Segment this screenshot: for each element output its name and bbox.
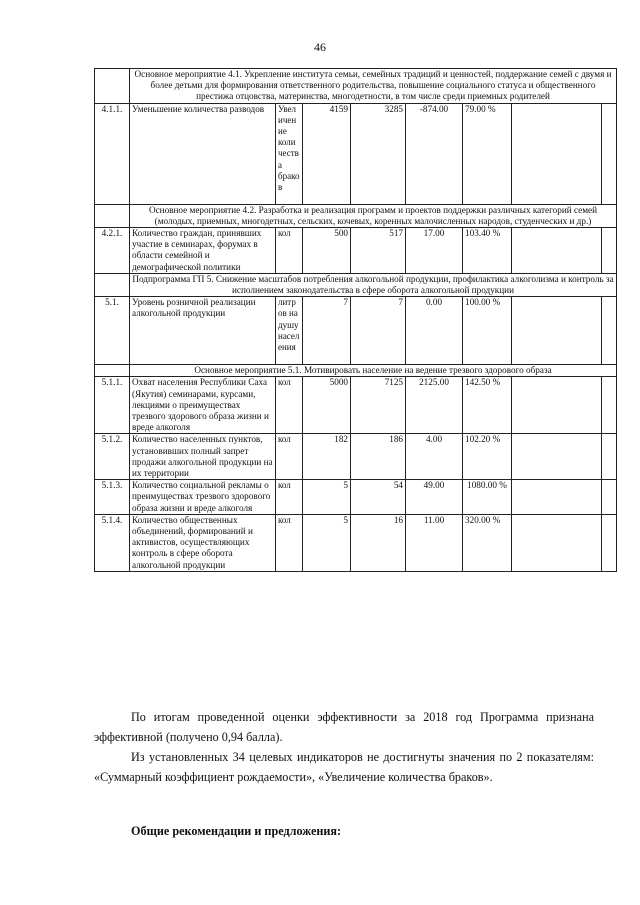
evaluation-text: По итогам проведенной оценки эффективности за 2018 год Программа признана эффективной (получено 0,94 балла). bbox=[94, 710, 594, 744]
unit-cell bbox=[276, 297, 303, 365]
percent-value: 100.00 % bbox=[463, 297, 512, 365]
percent-value: 103.40 % bbox=[463, 228, 512, 274]
row-number: 5.1.4. bbox=[95, 514, 130, 571]
row-number: 5.1.1. bbox=[95, 377, 130, 434]
unit-text: Увеличение количества браков bbox=[278, 103, 300, 193]
row-number: 4.2.1. bbox=[95, 228, 130, 274]
percent-value: 102.20 % bbox=[463, 434, 512, 480]
unit-text: кол bbox=[276, 377, 303, 434]
plan-value: 7 bbox=[303, 297, 351, 365]
plan-value: 5000 bbox=[303, 377, 351, 434]
row-number: 5.1.3. bbox=[95, 480, 130, 515]
indicator-name: Количество общественных объединений, формирований и активистов, осуществляющих контроль в сфере оборота алкогольной продукции bbox=[130, 514, 276, 571]
fact-value: 517 bbox=[351, 228, 406, 274]
diff-value: 4.00 bbox=[406, 434, 463, 480]
diff-value: 0.00 bbox=[406, 297, 463, 365]
row-number: 5.1. bbox=[95, 297, 130, 365]
section-title: Подпрограмма ГП 5. Снижение масштабов потребления алкогольной продукции, профилактика алкоголизма и контроль за исполнением законодательства в сфере оборота алкогольной продукции bbox=[130, 273, 617, 296]
fact-value: 7125 bbox=[351, 377, 406, 434]
indicators-text: Из установленных 34 целевых индикаторов не достигнуты значения по 2 показателям: «Суммарный коэффициент рождаемости», «Увеличение количества браков». bbox=[94, 750, 594, 784]
percent-value: 1080.00 % bbox=[463, 480, 512, 515]
diff-value: 49.00 bbox=[406, 480, 463, 515]
fact-value: 7 bbox=[351, 297, 406, 365]
indicators-table bbox=[94, 68, 617, 572]
indicator-name: Количество социальной рекламы о преимуществах трезвого здорового образа жизни и вреде алкоголя bbox=[130, 480, 276, 515]
diff-value: -874.00 bbox=[406, 103, 463, 204]
table-row bbox=[95, 377, 617, 434]
evaluation-paragraph bbox=[94, 707, 594, 747]
plan-value: 5 bbox=[303, 480, 351, 515]
table-row bbox=[95, 514, 617, 571]
percent-value: 142.50 % bbox=[463, 377, 512, 434]
section-row bbox=[95, 273, 617, 296]
percent-value: 79.00 % bbox=[463, 103, 512, 204]
fact-value: 16 bbox=[351, 514, 406, 571]
unit-cell bbox=[276, 103, 303, 204]
unit-text: кол bbox=[276, 434, 303, 480]
fact-value: 186 bbox=[351, 434, 406, 480]
diff-value: 11.00 bbox=[406, 514, 463, 571]
section-row bbox=[95, 365, 617, 377]
section-title: Основное мероприятие 5.1. Мотивировать население на ведение трезвого здорового образа bbox=[130, 365, 617, 377]
indicator-name: Количество граждан, принявших участие в семинарах, форумах в области семейной и демографической политики bbox=[130, 228, 276, 274]
section-row bbox=[95, 204, 617, 227]
plan-value: 500 bbox=[303, 228, 351, 274]
indicator-name: Уровень розничной реализации алкогольной продукции bbox=[130, 297, 276, 365]
section-title: Основное мероприятие 4.1. Укрепление института семьи, семейных традиций и ценностей, поддержание семей с двумя и более детьми для формирования ответственного родительства, повышение социального статуса и общественного престижа отцовства, материнства, многодетности, в том числе среди приемных родителей bbox=[130, 69, 617, 104]
indicator-name: Уменьшение количества разводов bbox=[130, 103, 276, 204]
table-row bbox=[95, 480, 617, 515]
plan-value: 4159 bbox=[303, 103, 351, 204]
table-row bbox=[95, 228, 617, 274]
row-number: 4.1.1. bbox=[95, 103, 130, 204]
table-row bbox=[95, 434, 617, 480]
page-number: 46 bbox=[314, 40, 326, 54]
diff-value: 2125.00 bbox=[406, 377, 463, 434]
table-row bbox=[95, 103, 617, 204]
unit-text: кол bbox=[276, 480, 303, 515]
fact-value: 3285 bbox=[351, 103, 406, 204]
fact-value: 54 bbox=[351, 480, 406, 515]
indicators-paragraph bbox=[94, 747, 594, 787]
indicator-name: Охват населения Республики Саха (Якутия) семинарами, курсами, лекциями о преимуществах трезвого здорового образа жизни и вреде алкоголя bbox=[130, 377, 276, 434]
unit-text: кол bbox=[276, 228, 303, 274]
plan-value: 5 bbox=[303, 514, 351, 571]
plan-value: 182 bbox=[303, 434, 351, 480]
percent-value: 320.00 % bbox=[463, 514, 512, 571]
unit-text: кол bbox=[276, 514, 303, 571]
indicator-name: Количество населенных пунктов, установивших полный запрет продажи алкогольной продукции на их территории bbox=[130, 434, 276, 480]
row-number: 5.1.2. bbox=[95, 434, 130, 480]
recommendations-heading: Общие рекомендации и предложения: bbox=[131, 824, 342, 838]
diff-value: 17.00 bbox=[406, 228, 463, 274]
section-row bbox=[95, 69, 617, 104]
table-row bbox=[95, 297, 617, 365]
section-title: Основное мероприятие 4.2. Разработка и реализация программ и проектов поддержки различных категорий семей (молодых, приемных, многодетных, сельских, кочевых, коренных малочисленных народов, студенческих и др.) bbox=[130, 204, 617, 227]
unit-text: литров на душу населения bbox=[278, 297, 300, 353]
